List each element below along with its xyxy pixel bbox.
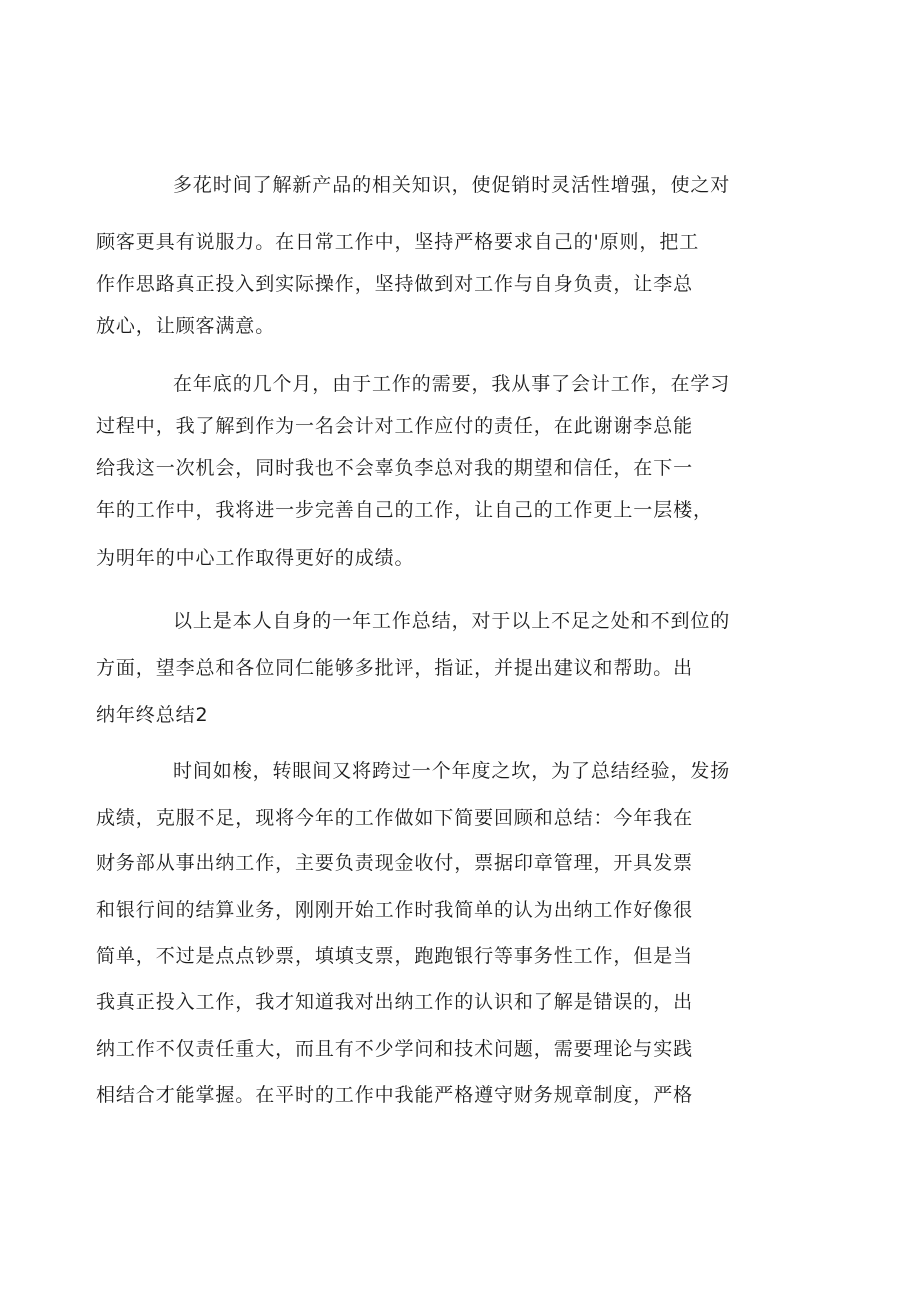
text-line: 在年底的几个月，由于工作的需要，我从事了会计工作，在学习 bbox=[173, 373, 731, 395]
text-line: 我真正投入工作，我才知道我对出纳工作的认识和了解是错误的，出 bbox=[96, 991, 694, 1013]
section-heading: 纳年终总结2 bbox=[96, 704, 209, 726]
text-line: 过程中，我了解到作为一名会计对工作应付的责任，在此谢谢李总能 bbox=[96, 415, 694, 437]
text-line: 多花时间了解新产品的相关知识，使促销时灵活性增强，使之对 bbox=[173, 174, 731, 196]
text-line: 财务部从事出纳工作，主要负责现金收付，票据印章管理，开具发票 bbox=[96, 852, 694, 874]
text-line: 成绩，克服不足，现将今年的工作做如下简要回顾和总结：今年我在 bbox=[96, 807, 694, 829]
text-line: 放心，让顾客满意。 bbox=[96, 315, 276, 337]
text-line: 顾客更具有说服力。在日常工作中，坚持严格要求自己的'原则，把工 bbox=[96, 231, 700, 253]
text-line: 作作思路真正投入到实际操作，坚持做到对工作与自身负责，让李总 bbox=[96, 273, 694, 295]
text-line: 和银行间的结算业务，刚刚开始工作时我简单的认为出纳工作好像很 bbox=[96, 899, 694, 921]
text-line: 为明年的中心工作取得更好的成绩。 bbox=[96, 547, 415, 569]
text-line: 年的工作中，我将进一步完善自己的工作，让自己的工作更上一层楼， bbox=[96, 499, 713, 521]
text-line: 以上是本人自身的一年工作总结，对于以上不足之处和不到位的 bbox=[173, 610, 731, 632]
text-line: 方面，望李总和各位同仁能够多批评，指证，并提出建议和帮助。出 bbox=[96, 657, 694, 679]
text-line: 时间如梭，转眼间又将跨过一个年度之坎，为了总结经验，发扬 bbox=[173, 760, 731, 782]
text-line: 给我这一次机会，同时我也不会辜负李总对我的期望和信任，在下一 bbox=[96, 457, 694, 479]
text-line: 纳工作不仅责任重大，而且有不少学问和技术问题，需要理论与实践 bbox=[96, 1038, 694, 1060]
text-line: 简单，不过是点点钞票，填填支票，跑跑银行等事务性工作，但是当 bbox=[96, 945, 694, 967]
text-line: 相结合才能掌握。在平时的工作中我能严格遵守财务规章制度，严格 bbox=[96, 1084, 694, 1106]
